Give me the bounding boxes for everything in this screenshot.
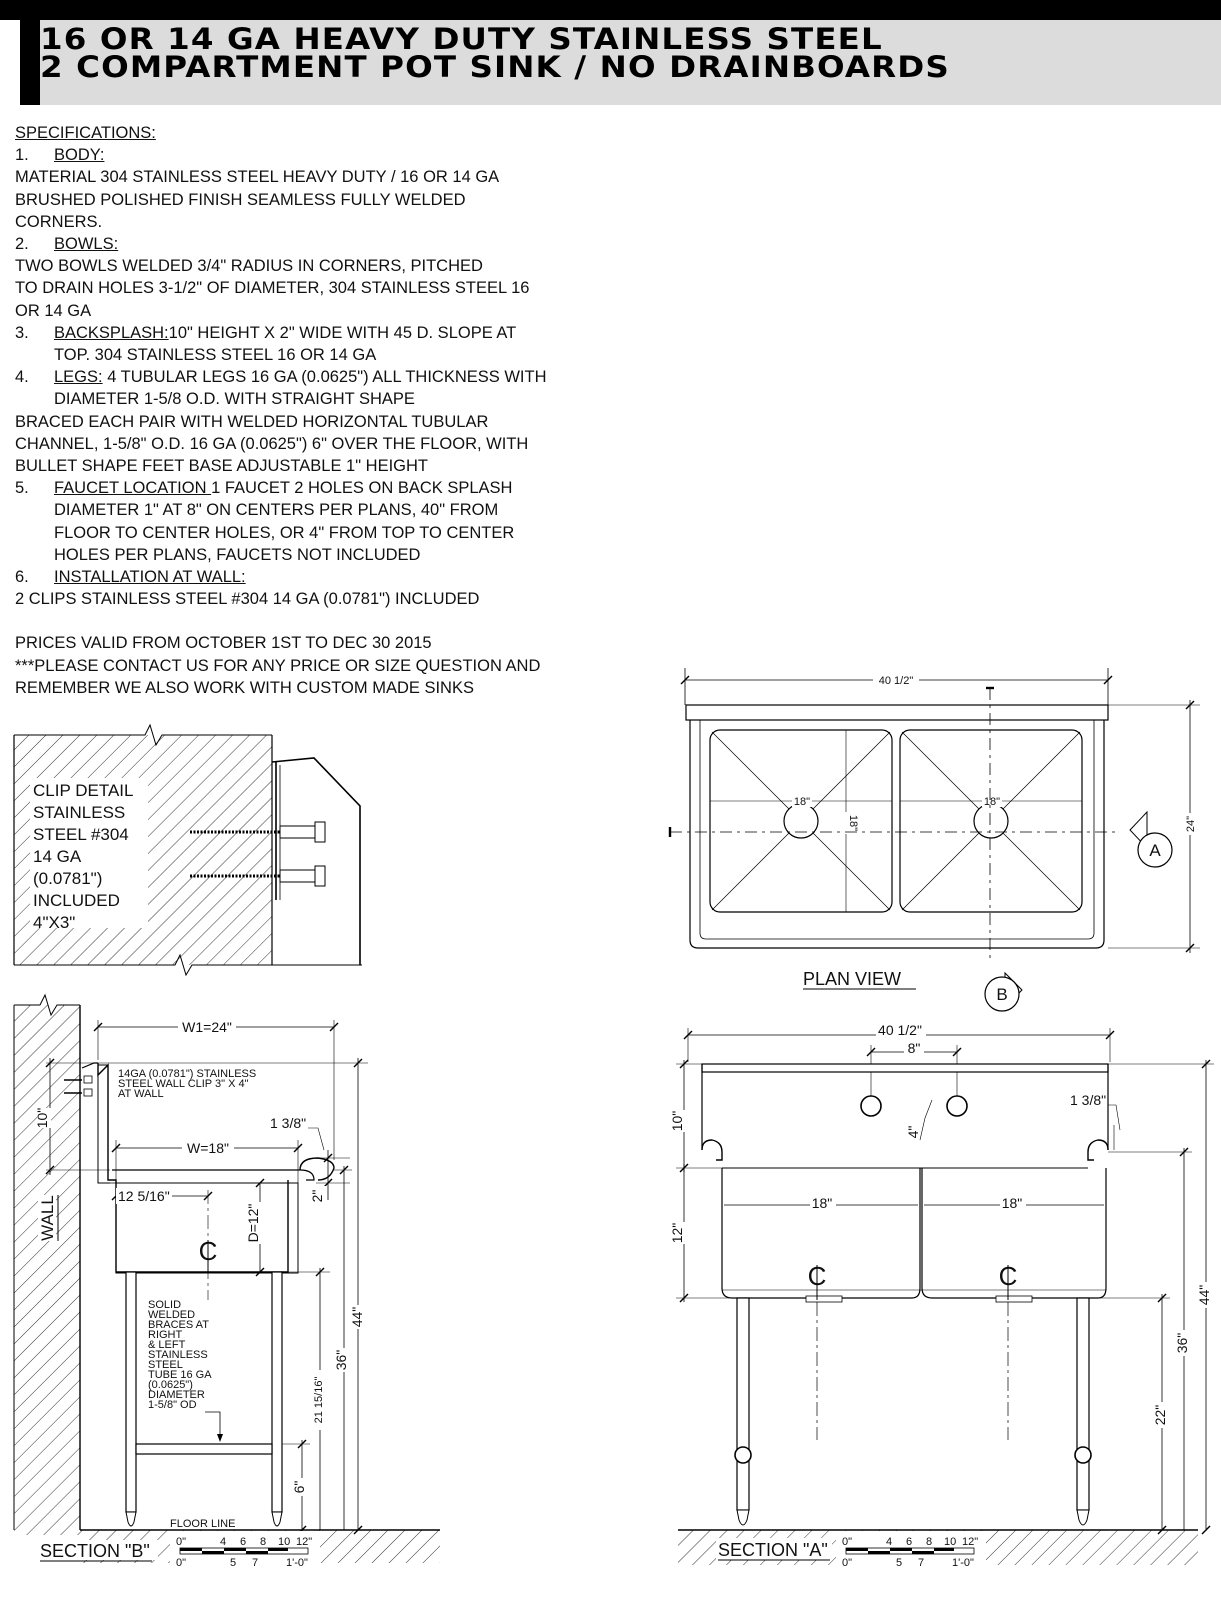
plan-bowl-depth: 18" — [847, 814, 859, 832]
scale-label: 6 — [906, 1536, 913, 1548]
section-b-brace-height: 6" — [291, 1480, 307, 1494]
spec-line: TO DRAIN HOLES 3-1/2" OF DIAMETER, 304 STAINLESS STEEL 16 — [15, 279, 530, 298]
section-a-title: SECTION "A" — [718, 1540, 828, 1560]
clip-detail — [14, 725, 362, 975]
scale-label: 8 — [926, 1536, 933, 1548]
section-b-rim-dim: 1 3/8" — [270, 1115, 307, 1131]
plan-bowl-width-right: 18" — [983, 796, 1001, 808]
section-b-backsplash-height: 10" — [34, 1107, 50, 1129]
section-a-backsplash-height: 10" — [669, 1110, 685, 1132]
section-b-w: W=18" — [187, 1140, 229, 1156]
section-b-title: SECTION "B" — [40, 1541, 150, 1561]
section-b — [14, 995, 440, 1563]
section-b-rim — [300, 1158, 334, 1180]
section-a-centerline-right: C — [998, 1261, 1018, 1291]
clip-detail-line: 4"X3" — [33, 913, 76, 932]
section-a-rim-right — [1088, 1140, 1108, 1160]
section-b-height-total: 44" — [349, 1306, 365, 1328]
brace-note-line: RIGHT — [148, 1329, 183, 1341]
brace-note-line: & LEFT — [148, 1339, 186, 1351]
scale-label: 10 — [944, 1536, 957, 1548]
section-a-height-total: 44" — [1196, 1284, 1212, 1306]
scale-label: 1'-0" — [286, 1557, 308, 1569]
spec-backsplash-heading: 3. BACKSPLASH:10" HEIGHT X 2" WIDE WITH 45 D. SLOPE AT — [15, 323, 517, 342]
plan-view-title: PLAN VIEW — [803, 969, 902, 989]
faucet-hole-left — [861, 1096, 881, 1116]
clip-detail-line: (0.0781") — [33, 869, 103, 888]
clip-detail-line: INCLUDED — [33, 891, 120, 910]
scale-label: 0" — [176, 1536, 187, 1548]
scale-label: 5 — [896, 1557, 903, 1569]
clip-note-line: STEEL WALL CLIP 3" X 4" — [118, 1078, 249, 1090]
brace-note-line: 1-5/8" OD — [148, 1399, 197, 1411]
spec-installation-heading: 6. INSTALLATION AT WALL: — [15, 568, 246, 587]
scale-label: 1'-0" — [952, 1557, 974, 1569]
scale-label: 5 — [230, 1557, 237, 1569]
spec-line: TOP. 304 STAINLESS STEEL 16 OR 14 GA — [54, 346, 377, 365]
section-a-rim-dim: 1 3/8" — [1070, 1092, 1107, 1108]
marker-a-label: A — [1149, 841, 1161, 860]
spec-faucet-heading: 5. FAUCET LOCATION 1 FAUCET 2 HOLES ON BACK SPLASH — [15, 479, 513, 498]
section-b-depth: D=12" — [245, 1203, 261, 1243]
spec-line: 2 CLIPS STAINLESS STEEL #304 14 GA (0.0781") INCLUDED — [15, 590, 480, 609]
title-line-1: 16 OR 14 GA HEAVY DUTY STAINLESS STEEL — [40, 22, 883, 56]
spec-line: CORNERS. — [15, 212, 103, 231]
section-b-rim-height-total: 36" — [333, 1349, 349, 1371]
section-b-offset: 12 5/16" — [118, 1188, 170, 1204]
section-a-faucet-drop: 4" — [905, 1125, 921, 1139]
spec-line: TWO BOWLS WELDED 3/4" RADIUS IN CORNERS, PITCHED — [15, 257, 483, 276]
section-b-wall-hatch — [14, 1005, 80, 1535]
wall-label: WALL — [38, 1195, 57, 1241]
clip-profile — [272, 758, 360, 965]
brace-note-line: WELDED — [148, 1309, 196, 1321]
plan-overall-width: 40 1/2" — [878, 675, 914, 687]
plan-drain-right — [974, 804, 1008, 838]
custom-line: REMEMBER WE ALSO WORK WITH CUSTOM MADE SINKS — [15, 678, 474, 697]
section-a-rim-left — [702, 1140, 722, 1160]
clip-detail-line: CLIP DETAIL — [33, 781, 134, 800]
section-b-rim-height: 2" — [309, 1189, 325, 1203]
scale-label: 12" — [296, 1536, 313, 1548]
scale-label: 6 — [240, 1536, 247, 1548]
section-a-faucet-spacing: 8" — [907, 1040, 921, 1056]
scale-label: 0" — [842, 1536, 853, 1548]
spec-line: OR 14 GA — [15, 301, 92, 320]
scale-label: 7 — [918, 1557, 925, 1569]
section-b-leg-right — [272, 1272, 282, 1512]
spec-line: DIAMETER 1-5/8 O.D. WITH STRAIGHT SHAPE — [54, 390, 415, 409]
section-a-leg-left — [737, 1298, 749, 1510]
faucet-hole-right — [947, 1096, 967, 1116]
section-b-centerline: C — [198, 1236, 218, 1266]
spec-line: BULLET SHAPE FEET BASE ADJUSTABLE 1" HEIGHT — [15, 457, 428, 476]
spec-heading: SPECIFICATIONS: — [15, 124, 156, 142]
clip-detail-line: 14 GA — [33, 847, 82, 866]
spec-legs-heading: 4. LEGS: 4 TUBULAR LEGS 16 GA (0.0625") ALL THICKNESS WITH — [15, 368, 547, 387]
floor-line-label: FLOOR LINE — [170, 1518, 236, 1530]
brace-note-line: STAINLESS — [148, 1349, 208, 1361]
section-a — [669, 1022, 1215, 1565]
section-a-leg-height: 22" — [1152, 1404, 1168, 1426]
plan-sink-outline — [690, 720, 1104, 948]
scale-label: 12" — [962, 1536, 979, 1548]
section-a-overall-width: 40 1/2" — [878, 1022, 922, 1038]
spec-line: HOLES PER PLANS, FAUCETS NOT INCLUDED — [54, 545, 421, 564]
section-a-centerline-left: C — [807, 1261, 827, 1291]
plan-depth: 24" — [1185, 815, 1197, 833]
scale-label: 4 — [886, 1536, 893, 1548]
section-b-leg-left — [126, 1272, 136, 1512]
plan-drain-left — [784, 804, 818, 838]
section-b-leg-height: 21 15/16" — [313, 1376, 325, 1424]
plan-view — [670, 668, 1200, 1011]
scale-label: 4 — [220, 1536, 227, 1548]
brace-note-line: STEEL — [148, 1359, 183, 1371]
brace-note-line: BRACES AT — [148, 1319, 209, 1331]
spec-line: BRUSHED POLISHED FINISH SEAMLESS FULLY WELDED — [15, 190, 466, 209]
clip-note-line: AT WALL — [118, 1088, 164, 1100]
section-a-bowl-depth: 12" — [669, 1222, 685, 1244]
scale-label: 10 — [278, 1536, 291, 1548]
clip-detail-line: STEEL #304 — [33, 825, 129, 844]
brace-note-line: TUBE 16 GA — [148, 1369, 212, 1381]
plan-bowl-width-left: 18" — [793, 796, 811, 808]
scale-bar-left — [170, 1531, 320, 1569]
spec-bowls-heading: 2. BOWLS: — [15, 235, 119, 254]
section-a-bowl2-width: 18" — [1001, 1195, 1023, 1211]
spec-line: BRACED EACH PAIR WITH WELDED HORIZONTAL TUBULAR — [15, 412, 489, 431]
scale-label: 0" — [176, 1557, 187, 1569]
scale-bar-right — [836, 1531, 986, 1569]
brace-note-line: SOLID — [148, 1299, 182, 1311]
section-a-rim-height: 36" — [1174, 1332, 1190, 1354]
clip-note-line: 14GA (0.0781") STAINLESS — [118, 1068, 257, 1080]
section-b-w1: W1=24" — [182, 1019, 232, 1035]
prices-line: PRICES VALID FROM OCTOBER 1ST TO DEC 30 2015 — [15, 634, 432, 653]
plan-backsplash — [686, 705, 1108, 720]
clip-detail-line: STAINLESS — [33, 803, 126, 822]
section-a-leg-right — [1077, 1298, 1089, 1510]
section-a-bowl1-width: 18" — [811, 1195, 833, 1211]
brace-note-line: (0.0625") — [148, 1379, 193, 1391]
scale-label: 0" — [842, 1557, 853, 1569]
spec-body-heading: 1. BODY: — [15, 146, 105, 165]
scale-label: 7 — [252, 1557, 259, 1569]
section-b-brace — [136, 1444, 272, 1454]
marker-b-label: B — [996, 985, 1008, 1004]
scale-label: 8 — [260, 1536, 267, 1548]
spec-line: MATERIAL 304 STAINLESS STEEL HEAVY DUTY / 16 OR 14 GA — [15, 168, 500, 187]
spec-line: CHANNEL, 1-5/8" O.D. 16 GA (0.0625") 6" OVER THE FLOOR, WITH — [15, 434, 529, 453]
contact-line: ***PLEASE CONTACT US FOR ANY PRICE OR SIZE QUESTION AND — [15, 656, 541, 675]
brace-note-line: DIAMETER — [148, 1389, 205, 1401]
spec-line: FLOOR TO CENTER HOLES, OR 4" FROM TOP TO CENTER — [54, 523, 515, 542]
title-line-2: 2 COMPARTMENT POT SINK / NO DRAINBOARDS — [40, 50, 950, 84]
spec-line: DIAMETER 1" AT 8" ON CENTERS PER PLANS, 40" FROM — [54, 501, 499, 520]
